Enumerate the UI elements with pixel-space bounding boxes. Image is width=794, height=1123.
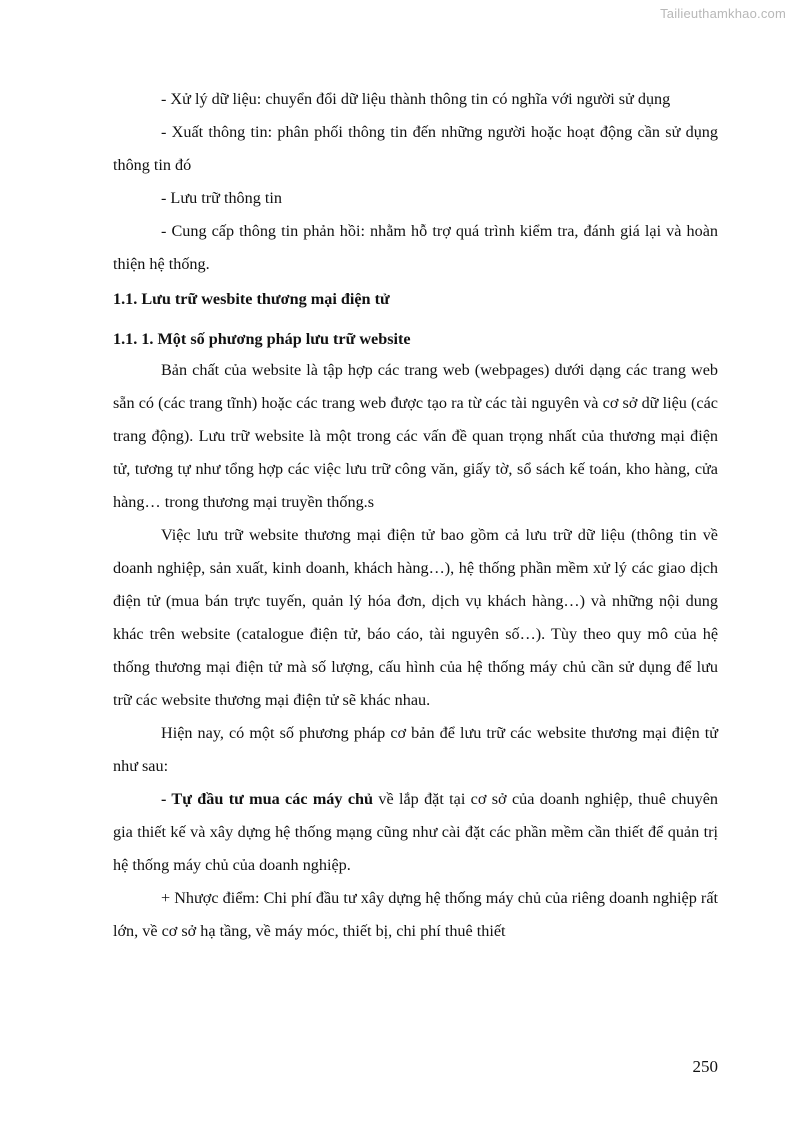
paragraph-own-servers-text: về lắp đặt tại cơ sở của doanh nghiệp, thuê chuyên gia thiết kế và xây dựng hệ thống mạng cũng như cài đặt các phần mềm cần thiết để quản trị hệ thống máy chủ của doanh nghiệp. [113, 790, 718, 874]
paragraph-website-storage: Việc lưu trữ website thương mại điện tử bao gồm cả lưu trữ dữ liệu (thông tin về doanh nghiệp, sản xuất, kinh doanh, khách hàng…), hệ thống phần mềm xử lý các giao dịch điện tử (mua bán trực tuyến, quản lý hóa đơn, dịch vụ khách hàng…) và những nội dung khác trên website (catalogue điện tử, báo cáo, tài nguyên số…). Tùy theo quy mô của hệ thống thương mại điện tử mà số lượng, cấu hình của hệ thống máy chủ cần sử dụng để lưu trữ các website thương mại điện tử sẽ khác nhau. [113, 526, 718, 709]
watermark: Tailieuthamkhao.com [660, 6, 786, 21]
paragraph-store-info: - Lưu trữ thông tin [161, 189, 282, 207]
paragraph-own-servers [113, 783, 718, 882]
section-heading: 1.1. Lưu trữ wesbite thương mại điện tử [113, 290, 390, 308]
page-content [113, 83, 718, 948]
subsection-heading: 1.1. 1. Một số phương pháp lưu trữ website [113, 330, 411, 348]
paragraph-output-info: - Xuất thông tin: phân phối thông tin đến những người hoặc hoạt động cần sử dụng thông tin đó [113, 123, 718, 174]
paragraph-methods-intro: Hiện nay, có một số phương pháp cơ bản để lưu trữ các website thương mại điện tử như sau: [113, 724, 718, 775]
paragraph-process-data: - Xử lý dữ liệu: chuyển đổi dữ liệu thành thông tin có nghĩa với người sử dụng [161, 90, 671, 108]
page-number: 250 [692, 1057, 718, 1076]
paragraph-disadvantage: + Nhược điểm: Chi phí đầu tư xây dựng hệ thống máy chủ của riêng doanh nghiệp rất lớn, về cơ sở hạ tầng, về máy móc, thiết bị, chi phí thuê thiết [113, 889, 718, 940]
bold-lead: - Tự đầu tư mua các máy chủ [161, 790, 374, 808]
paragraph-website-nature: Bản chất của website là tập hợp các trang web (webpages) dưới dạng các trang web sẵn có (các trang tĩnh) hoặc các trang web được tạo ra từ các tài nguyên và cơ sở dữ liệu (các trang động). Lưu trữ website là một trong các vấn đề quan trọng nhất của thương mại điện tử, tương tự như tổng hợp các việc lưu trữ công văn, giấy tờ, sổ sách kế toán, kho hàng, cửa hàng… trong thương mại truyền thống.s [113, 361, 718, 511]
paragraph-feedback: - Cung cấp thông tin phản hồi: nhằm hỗ trợ quá trình kiểm tra, đánh giá lại và hoàn thiện hệ thống. [113, 222, 718, 273]
